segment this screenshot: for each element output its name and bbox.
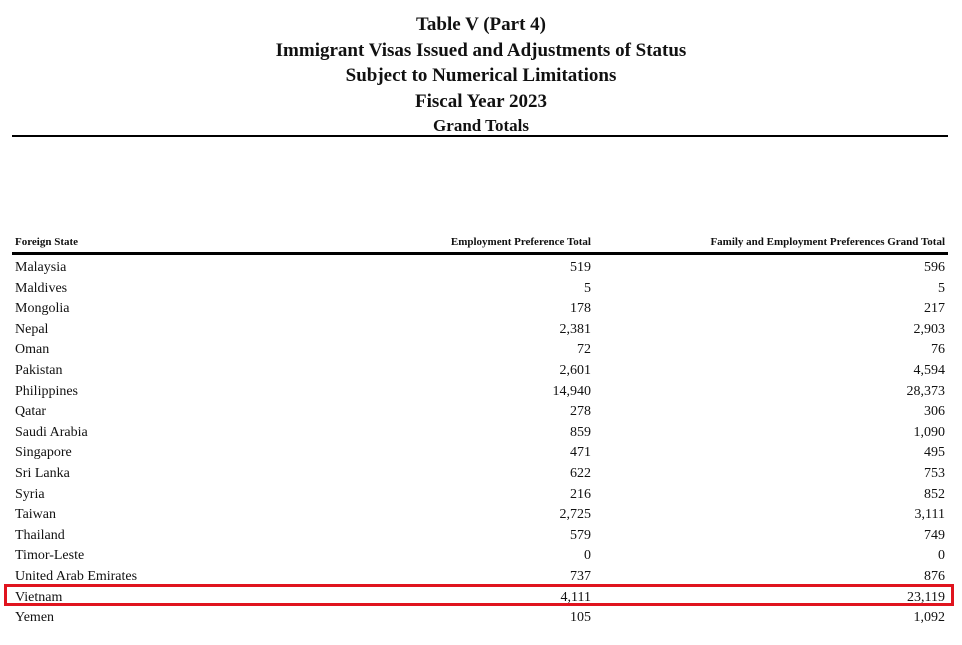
- cell-employment-total: 178: [570, 301, 591, 317]
- cell-foreign-state: Yemen: [15, 610, 55, 626]
- table-subtitle-fiscal-year: Fiscal Year 2023: [415, 90, 547, 112]
- column-header-divider: [12, 252, 948, 255]
- table-row: [0, 608, 962, 629]
- table-row: [0, 485, 962, 506]
- cell-foreign-state: United Arab Emirates: [15, 568, 138, 584]
- table-row: [0, 299, 962, 320]
- cell-grand-total: 753: [924, 465, 945, 481]
- table-row: [0, 402, 962, 423]
- cell-grand-total: 1,090: [913, 424, 945, 440]
- cell-grand-total: 495: [924, 445, 945, 461]
- cell-foreign-state: Thailand: [15, 527, 65, 543]
- cell-employment-total: 2,725: [559, 507, 591, 523]
- table-row: [0, 567, 962, 588]
- cell-foreign-state: Saudi Arabia: [15, 424, 88, 440]
- table-row: [0, 464, 962, 485]
- cell-employment-total: 4,111: [560, 589, 591, 605]
- cell-employment-total: 0: [584, 548, 591, 564]
- table-row: [0, 320, 962, 341]
- table-row: [0, 588, 962, 609]
- cell-foreign-state: Mongolia: [15, 301, 70, 317]
- cell-employment-total: 579: [570, 527, 591, 543]
- cell-employment-total: 471: [570, 445, 591, 461]
- table-row: [0, 361, 962, 382]
- cell-foreign-state: Nepal: [15, 321, 49, 337]
- cell-grand-total: 749: [924, 527, 945, 543]
- table-row: [0, 526, 962, 547]
- table-row: [0, 258, 962, 279]
- table-row: [0, 443, 962, 464]
- table-row: [0, 505, 962, 526]
- cell-employment-total: 5: [584, 280, 591, 296]
- cell-foreign-state: Philippines: [15, 383, 79, 399]
- cell-grand-total: 876: [924, 568, 945, 584]
- cell-foreign-state: Qatar: [15, 404, 47, 420]
- cell-grand-total: 5: [938, 280, 945, 296]
- cell-foreign-state: Singapore: [15, 445, 72, 461]
- cell-employment-total: 105: [570, 610, 591, 626]
- table-subtitle-limitations: Subject to Numerical Limitations: [345, 65, 617, 86]
- cell-grand-total: 217: [924, 301, 945, 317]
- cell-grand-total: 306: [924, 404, 945, 420]
- cell-employment-total: 14,940: [552, 383, 591, 399]
- cell-grand-total: 3,111: [914, 507, 945, 523]
- cell-grand-total: 596: [924, 260, 945, 275]
- cell-employment-total: 216: [570, 486, 591, 502]
- cell-employment-total: 278: [570, 404, 591, 420]
- cell-employment-total: 859: [570, 424, 591, 440]
- cell-employment-total: 2,381: [559, 321, 591, 337]
- cell-grand-total: 28,373: [906, 383, 945, 399]
- table-row: [0, 340, 962, 361]
- cell-foreign-state: Vietnam: [15, 589, 63, 605]
- cell-foreign-state: Timor-Leste: [15, 548, 85, 564]
- cell-grand-total: 76: [931, 342, 945, 358]
- cell-grand-total: 0: [938, 548, 945, 564]
- table-title: Table V (Part 4): [415, 14, 546, 35]
- cell-grand-total: 4,594: [913, 362, 945, 378]
- cell-foreign-state: Maldives: [15, 280, 68, 296]
- cell-employment-total: 519: [570, 260, 591, 275]
- table-row: [0, 382, 962, 403]
- document-header: [0, 12, 962, 138]
- column-header-foreign-state: Foreign State: [15, 236, 79, 248]
- column-header-grand-total: Family and Employment Preferences Grand Total: [710, 236, 945, 248]
- cell-grand-total: 2,903: [913, 321, 945, 337]
- cell-employment-total: 2,601: [559, 362, 591, 378]
- table-subtitle-visas: Immigrant Visas Issued and Adjustments of Status: [275, 39, 687, 61]
- table-row: [0, 546, 962, 567]
- cell-employment-total: 622: [570, 465, 591, 481]
- header-divider: [12, 135, 948, 137]
- cell-foreign-state: Taiwan: [15, 507, 57, 523]
- cell-employment-total: 737: [570, 568, 591, 584]
- cell-foreign-state: Sri Lanka: [15, 465, 70, 481]
- table-subtitle-grand-totals: Grand Totals: [433, 116, 529, 135]
- table-row: [0, 279, 962, 300]
- cell-foreign-state: Malaysia: [15, 260, 67, 275]
- cell-foreign-state: Syria: [15, 486, 45, 502]
- table-row: [0, 423, 962, 444]
- column-header-employment-total: Employment Preference Total: [450, 236, 591, 248]
- cell-grand-total: 852: [924, 486, 945, 502]
- cell-employment-total: 72: [577, 342, 591, 358]
- cell-grand-total: 1,092: [913, 610, 945, 626]
- table-body: [0, 258, 962, 629]
- cell-grand-total: 23,119: [907, 589, 945, 605]
- cell-foreign-state: Pakistan: [15, 362, 63, 378]
- cell-foreign-state: Oman: [15, 342, 50, 358]
